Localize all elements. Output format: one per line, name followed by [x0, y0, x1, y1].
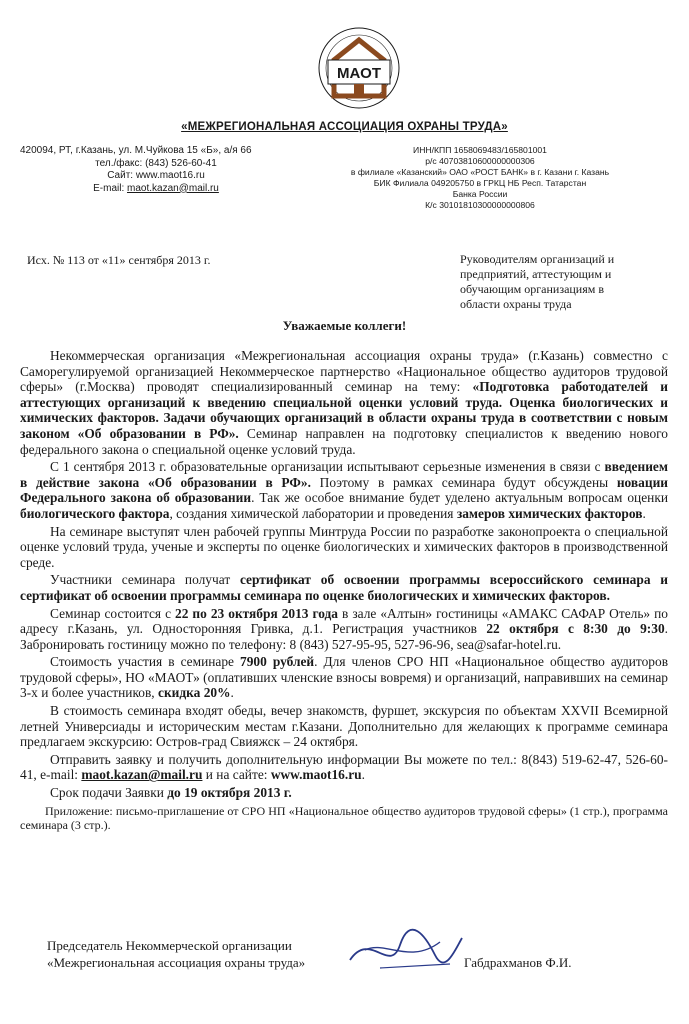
recipient-line-3: обучающим организациям в	[460, 282, 605, 296]
paragraph-9	[20, 785, 668, 801]
signature-position-2: «Межрегиональная ассоциация охраны труда»	[47, 955, 306, 970]
p2-text: С 1 сентября 2013 г. образовательные организации испытывают серьезные изменения в связи с	[50, 459, 605, 475]
p1-text: Некоммерческая организация «Межрегиональная ассоциация охраны труда» (г.Казань) совместно с Саморегулируемой организацией Некоммерческое партнерство «Национальное общество аудиторов трудовой сферы» (г.Москва) проводят специализированный семинар на тему:	[20, 348, 668, 395]
maot-logo-graphic	[314, 18, 404, 118]
p8-text-2: и на сайте:	[202, 767, 271, 783]
p8-email-link[interactable]: maot.kazan@mail.ru	[81, 767, 203, 783]
bank-line-3: в филиале «Казанский» ОАО «РОСТ БАНК» в г. Казани г. Казань	[350, 167, 610, 177]
p8-text-3: .	[361, 767, 365, 783]
signature-scribble	[340, 920, 470, 980]
attachment-note: Приложение: письмо-приглашение от СРО НП «Национальное общество аудиторов трудовой сферы» (1 стр.), программа семинара (3 стр.).	[20, 803, 668, 832]
outgoing-number: Исх. № 113 от «11» сентября 2013 г.	[27, 253, 211, 267]
recipient-line-2: предприятий, аттестующим и	[460, 267, 612, 281]
p5-text-3: . Забронировать гостиницу можно по телефону: 8 (843) 527-95-95, 527-96-96, sea@safar-hotel.ru.	[20, 621, 668, 652]
signature-position-1: Председатель Некоммерческой организации	[47, 938, 292, 953]
greeting: Уважаемые коллеги!	[282, 318, 407, 333]
paragraph-6	[20, 654, 668, 701]
paragraph-2	[20, 459, 668, 521]
p2-bold-3: биологического фактора	[20, 505, 170, 521]
signature-block	[47, 937, 305, 971]
email-link[interactable]: maot.kazan@mail.ru	[127, 182, 219, 194]
p2-bold-1: введением в действие закона «Об образовании в РФ».	[20, 459, 668, 490]
paragraph-1	[20, 348, 668, 457]
bank-line-5: Банка России	[452, 189, 508, 199]
paragraph-4	[20, 572, 668, 603]
logo-text: МАОТ	[337, 65, 381, 82]
p5-text: Семинар состоится с	[50, 605, 176, 621]
bank-line-1: ИНН/КПП 1658069483/165801001	[413, 145, 547, 155]
paragraph-3: На семинаре выступят член рабочей группы Минтруда России по разработке законопроекта о специальной оценке условий труда, ученые и эксперты по оценке биологических и химических факторов в производственной среде.	[20, 523, 668, 570]
p5-bold-2: 22 октября с 8:30 до 9:30	[486, 621, 665, 637]
recipient	[460, 252, 675, 312]
email-label: E-mail:	[93, 182, 128, 194]
p6-text-3: .	[230, 685, 234, 701]
p2-bold-4: замеров химических факторов	[456, 505, 643, 521]
p4-bold: сертификат об освоении программы всероссийского семинара и сертификат об освоении программы семинара по оценке биологических и химических факторов.	[20, 572, 669, 603]
phone: тел./факс: (843) 526-60-41	[95, 157, 217, 169]
p8-site-link[interactable]: www.maot16.ru	[270, 767, 362, 783]
p6-text-2: . Для членов СРО НП «Национальное общество аудиторов трудовой сферы», НО «МАОТ» (оплативших членские взносы вовремя) и организаций, направивших на семинар 3-х и более участников,	[20, 654, 669, 701]
address: 420094, РТ, г.Казань, ул. М.Чуйкова 15 «Б», а/я 66	[20, 145, 252, 156]
p6-bold-1: 7900 рублей	[240, 654, 315, 670]
maot-logo	[314, 18, 404, 118]
p5-text-2: в зале «Алтын» гостиницы «АМАКС САФАР Отель» по адресу г.Казань, ул. Односторонняя Гривка, д.1. Регистрация участников	[20, 605, 668, 637]
bank-line-2: р/с 40703810600000000306	[425, 156, 535, 166]
p2-text-3: . Так же особое внимание будет уделено актуальным вопросам оценки	[251, 490, 668, 506]
p8-text: Отправить заявку и получить дополнительную информации Вы можете по тел.: 8(843) 519-62-47, 526-60-41, e-mail:	[20, 751, 668, 783]
p1-bold: «Подготовка работодателей и аттестующих организаций к введению специальной оценки условий труда. Оценка биологических и химических факторов. Задачи обучающих организаций в области охраны труда в соответствии с новым законом «Об образовании в РФ».	[20, 379, 668, 441]
bank-line-4: БИК Филиала 049205750 в ГРКЦ НБ Респ. Татарстан	[373, 178, 587, 188]
paragraph-8	[20, 752, 668, 783]
p1-text-end: Семинар направлен на подготовку специалистов к введению нового федерального закона о специальной оценке условий труда.	[20, 425, 668, 457]
signature	[340, 920, 470, 980]
p9-text: Срок подачи Заявки	[50, 785, 168, 801]
p5-bold-1: 22 по 23 октября 2013 года	[175, 605, 339, 621]
p2-text-4: , создания химической лаборатории и проведения	[169, 505, 457, 521]
p6-bold-2: скидка 20%	[158, 685, 231, 701]
site: Сайт: www.maot16.ru	[107, 170, 205, 181]
paragraph-5	[20, 606, 668, 653]
recipient-line-4: области охраны труда	[460, 297, 572, 311]
email-line	[20, 183, 292, 196]
p9-bold: до 19 октября 2013 г.	[167, 785, 292, 801]
recipient-line-1: Руководителям организаций и	[460, 252, 615, 266]
contacts-right	[330, 145, 630, 211]
signer-name: Габдрахманов Ф.И.	[464, 955, 572, 970]
p2-text-5: .	[642, 505, 646, 521]
paragraph-7: В стоимость семинара входят обеды, вечер знакомств, фуршет, экскурсия по объектам XXVII Всемирной летней Универсиады и историческим местам г.Казани. Дополнительно для желающих к программе семинара предлагаем экскурсию: Остров-град Свияжск – 24 октября.	[20, 703, 668, 750]
org-title: «МЕЖРЕГИОНАЛЬНАЯ АССОЦИАЦИЯ ОХРАНЫ ТРУДА»	[181, 121, 508, 133]
p2-bold-2: новации Федерального закона об образовании	[20, 474, 668, 506]
p4-text: Участники семинара получат	[50, 572, 240, 588]
bank-line-6: К/с 30101810300000000806	[425, 200, 535, 210]
p6-text: Стоимость участия в семинаре	[50, 654, 241, 670]
contacts-left	[20, 145, 292, 195]
letter-body	[20, 348, 668, 834]
p2-text-2: Поэтому в рамках семинара будут обсуждены	[310, 474, 617, 490]
